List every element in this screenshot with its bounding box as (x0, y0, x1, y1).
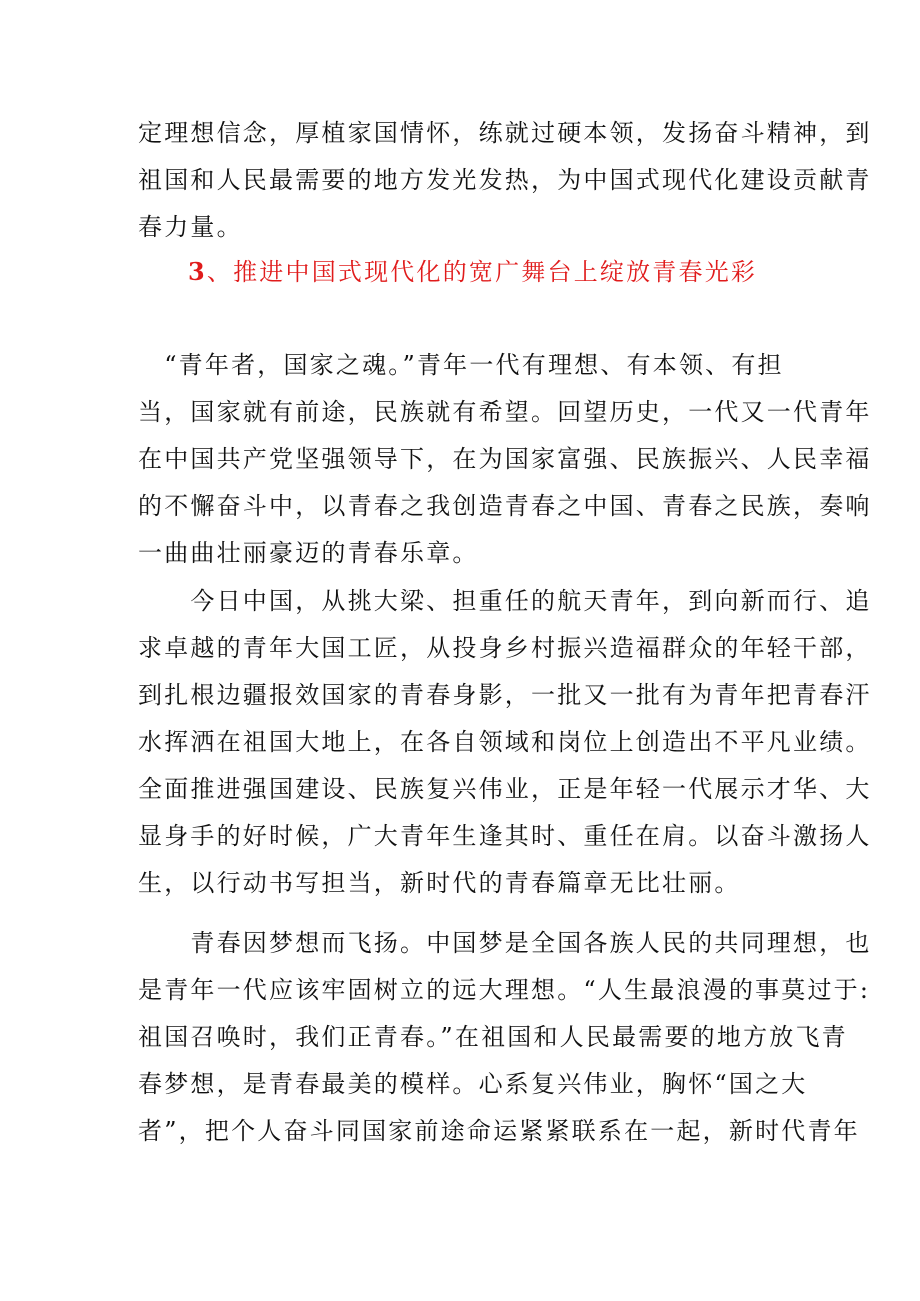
section-heading-number: 3 (188, 257, 207, 286)
paragraph-1 (138, 342, 872, 577)
section-heading-text: 、推进中国式现代化的宽广舞台上绽放青春光彩 (206, 258, 758, 286)
paragraph-1-line-4: 的不懈奋斗中，以青春之我创造青春之中国、青春之民族，奏响 (138, 492, 872, 520)
paragraph-2-line-2: 求卓越的青年大国工匠，从投身乡村振兴造福群众的年轻干部， (138, 634, 872, 662)
paragraph-3-line-2: 是青年一代应该牢固树立的远大理想。“人生最浪漫的事莫过于: (138, 976, 871, 1004)
paragraph-2-line-6: 显身手的好时候，广大青年生逢其时、重任在肩。以奋斗激扬人 (138, 822, 872, 850)
intro-paragraph (138, 110, 872, 251)
paragraph-3-line-4: 春梦想，是青春最美的模样。心系复兴伟业，胸怀“国之大 (138, 1070, 808, 1098)
paragraph-3 (138, 920, 872, 1155)
intro-line-3: 春力量。 (138, 213, 243, 241)
paragraph-2-line-4: 水挥洒在祖国大地上，在各自领域和岗位上创造出不平凡业绩。 (138, 728, 872, 756)
paragraph-2-line-3: 到扎根边疆报效国家的青春身影，一批又一批有为青年把青春汗 (138, 681, 872, 709)
paragraph-2 (138, 578, 872, 907)
paragraph-1-line-3: 在中国共产党坚强领导下，在为国家富强、民族振兴、人民幸福 (138, 445, 872, 473)
paragraph-3-line-3: 祖国召唤时，我们正青春。”在祖国和人民最需要的地方放飞青 (138, 1023, 848, 1051)
intro-line-1: 定理想信念，厚植家国情怀，练就过硬本领，发扬奋斗精神，到 (138, 119, 872, 147)
paragraph-1-line-1: “青年者，国家之魂。”青年一代有理想、有本领、有担 (138, 351, 784, 379)
paragraph-2-line-1: 今日中国，从挑大梁、担重任的航天青年，到向新而行、追 (138, 587, 872, 615)
paragraph-3-line-5: 者”，把个人奋斗同国家前途命运紧紧联系在一起，新时代青年 (138, 1117, 860, 1145)
paragraph-2-line-7: 生，以行动书写担当，新时代的青春篇章无比壮丽。 (138, 869, 741, 897)
intro-line-2: 祖国和人民最需要的地方发光发热，为中国式现代化建设贡献青 (138, 166, 872, 194)
section-heading (188, 248, 757, 296)
paragraph-2-line-5: 全面推进强国建设、民族复兴伟业，正是年轻一代展示才华、大 (138, 775, 872, 803)
paragraph-1-line-2: 当，国家就有前途，民族就有希望。回望历史，一代又一代青年 (138, 398, 872, 426)
paragraph-1-line-5: 一曲曲壮丽豪迈的青春乐章。 (138, 539, 479, 567)
paragraph-3-line-1: 青春因梦想而飞扬。中国梦是全国各族人民的共同理想，也 (138, 929, 872, 957)
